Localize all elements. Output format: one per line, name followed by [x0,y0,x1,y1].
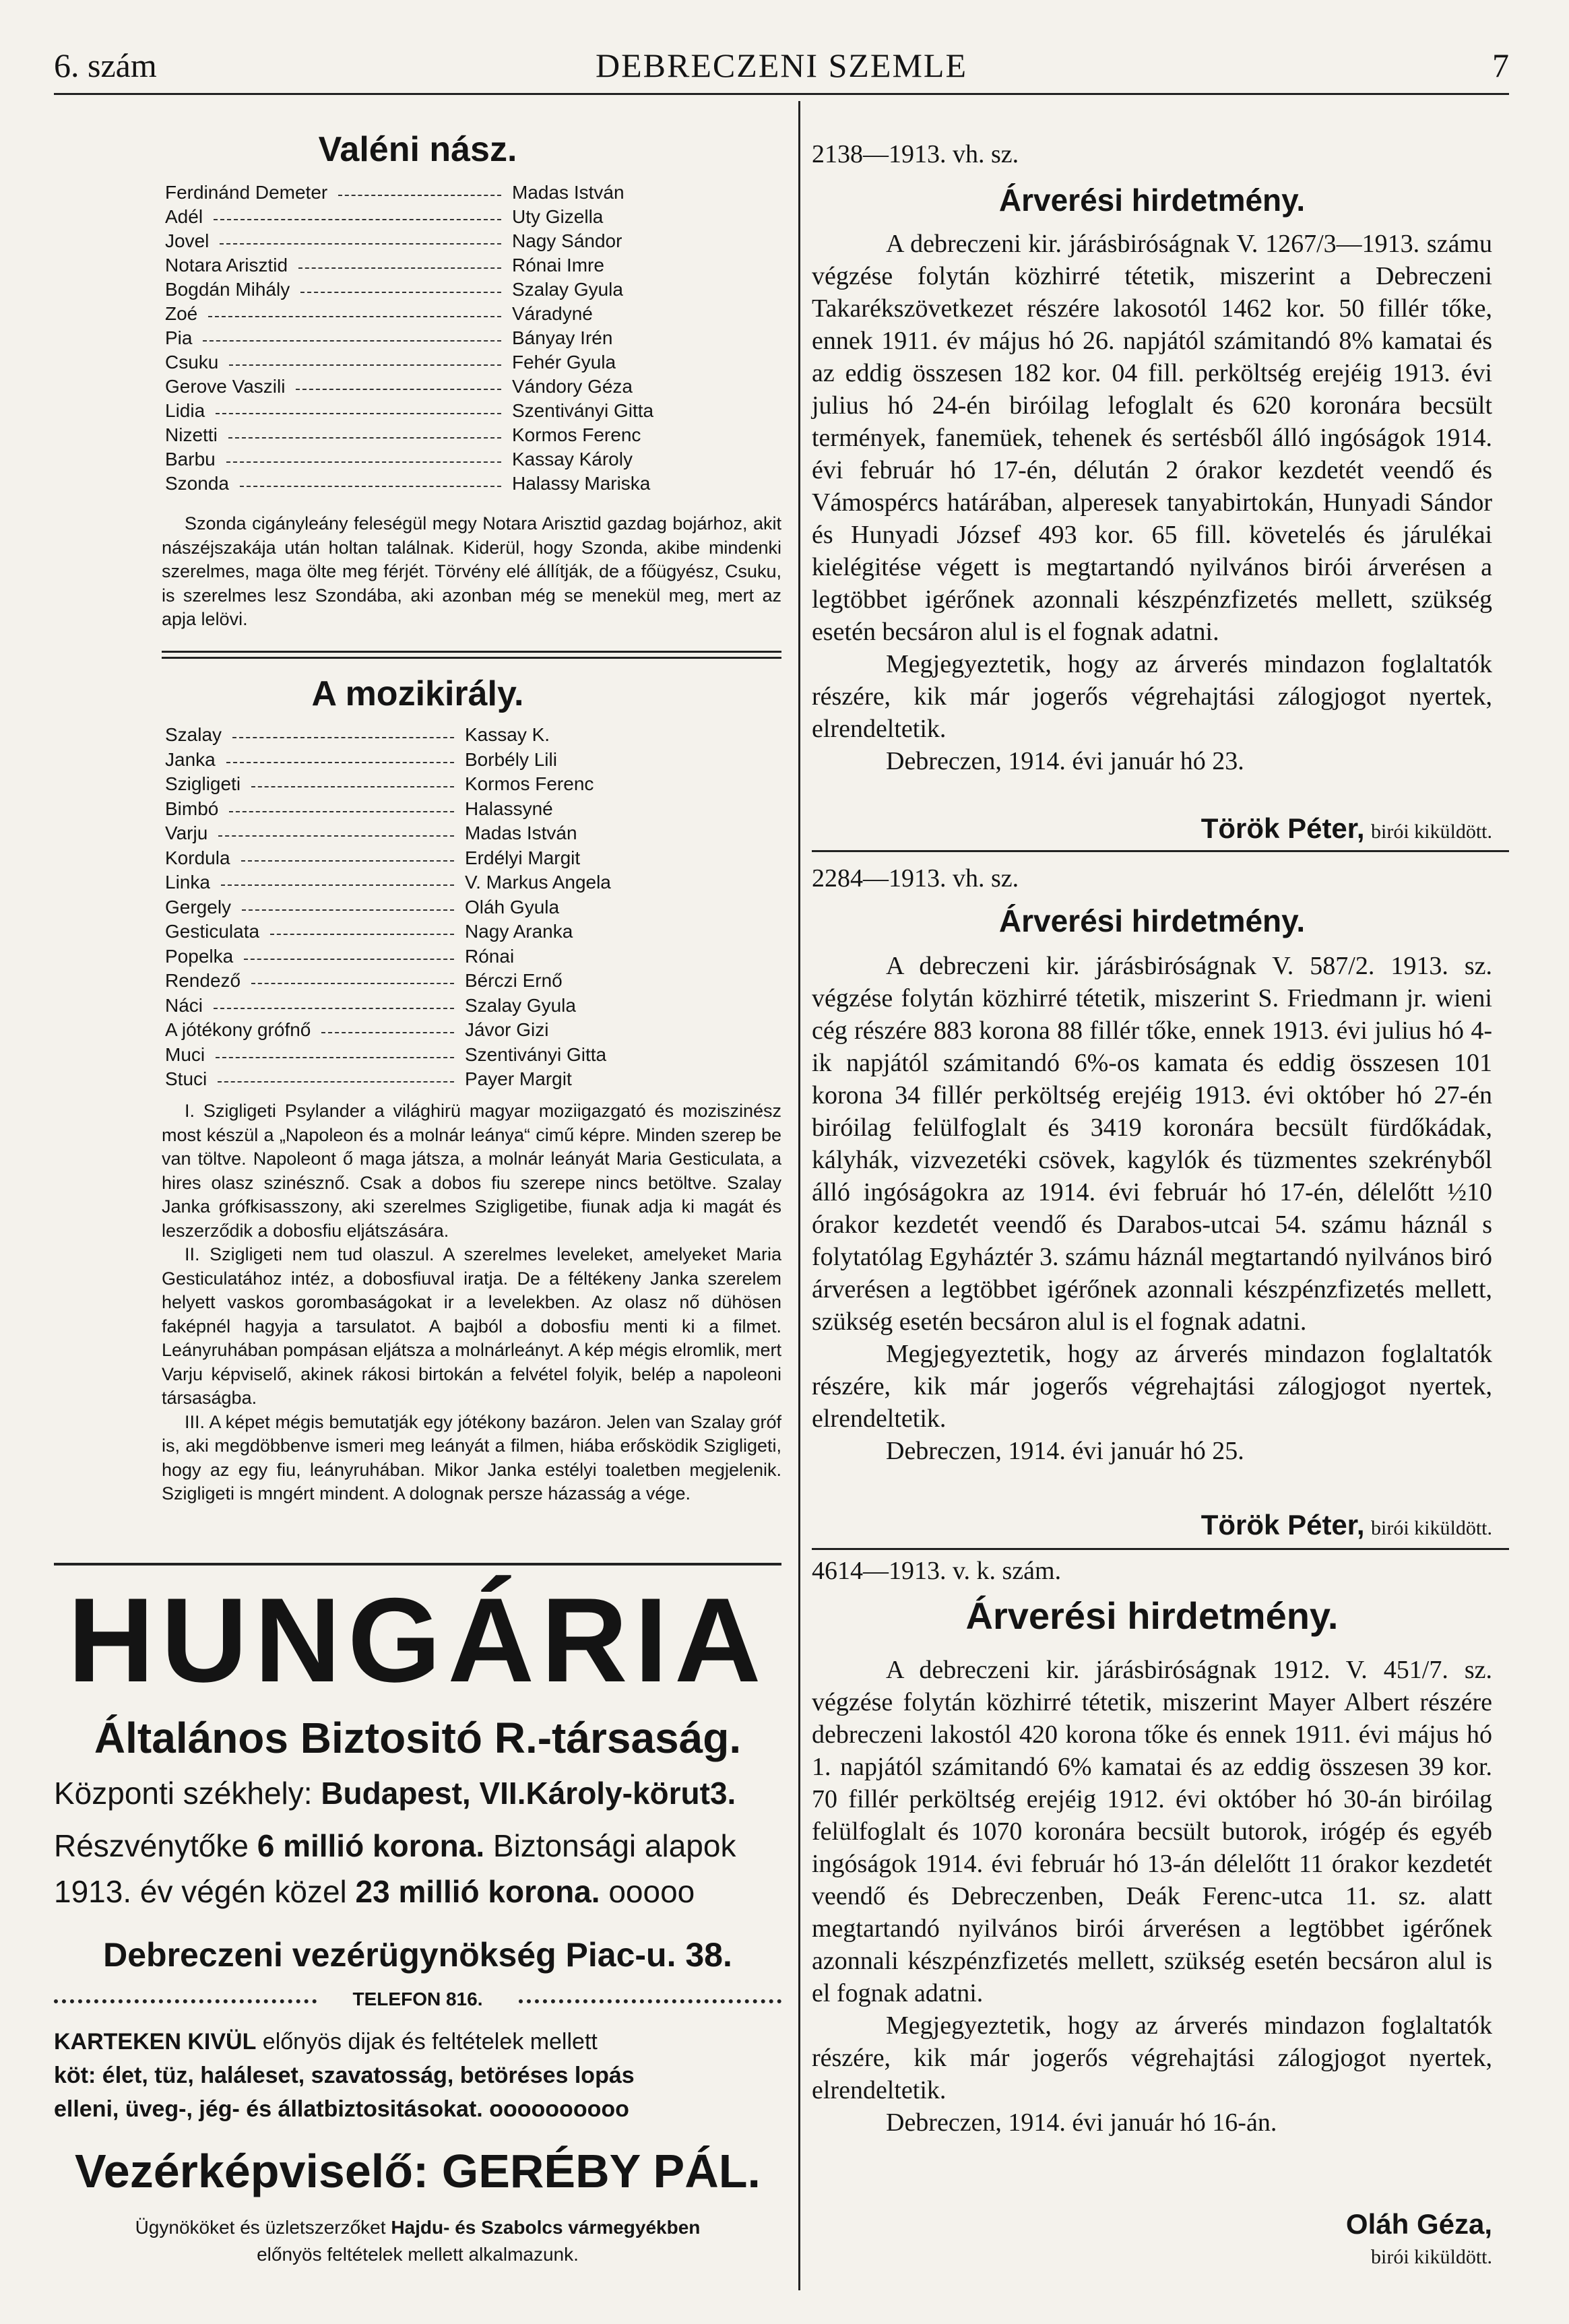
cast-role: Lidia [165,400,205,421]
cast-row [165,255,771,279]
cast-role: Notara Arisztid [165,255,288,276]
headquarters-line [54,1773,781,1813]
notice3-body: A debreczeni kir. járásbiróságnak 1912. V. 451/7. sz. végzése folytán közhirré tétetik, miszerint Mayer Albert részére debreczeni lakostól 420 korona tőke és ennek 1911. évi május hó 1. napjától számitandó 6% kamatai és az eddig összesen 39 kor. 70 fillér perköltség erejéig 1912. évi október hó 30-án biróilag felülfoglalt és 1070 koronára becsült butorok, irógép és egyéb ingóságok 1914. évi február hó 13-án délelőtt 11 órakor kezdetét veendő és Debreczenben, Deák Ferenc-utca 11. sz. alatt megtartandó nyilvános birói árverésen a legtöbbet igérőnek azonnali készpénzfizetés mellett, szükség esetén becsáron alul is el fognak adatni. [812,1656,1492,2007]
cast-dash-leader [241,860,454,862]
cast-dash-leader [226,461,501,463]
notice2-title: Árverési hirdetmény. [998,903,1306,938]
cast-dash-leader [251,786,454,787]
cast-row [165,303,771,327]
notice3-text [812,1654,1492,2139]
cast-actor: Uty Gizella [512,206,604,227]
cast-actor: Váradyné [512,303,593,324]
notice3-title: Árverési hirdetmény. [965,1594,1339,1637]
cast-row [165,897,771,921]
cast-dash-leader [208,316,501,317]
cast-dash-leader [229,811,454,812]
cast-role: Szigligeti [165,773,241,794]
valeni-summary-text: Szonda cigányleány feleségül megy Notara Arisztid gazdag bojárhoz, akit nászéjszakája után holtan találnak. Kiderül, hogy Szonda, akibe mindenki szerelmes, maga ölte meg férjét. Törvény elé állítják, de a főügyész, Csuku, is szerelmes lesz Szondába, aki azonban még se menekül meg, mert az apja lelövi. [162,513,781,629]
page-number: 7 [1492,46,1509,84]
notice2-signer-title: birói kiküldött. [1371,1517,1492,1539]
notice3-signer: Oláh Géza, [1345,2208,1492,2240]
cast-row [165,230,771,255]
cast-actor: Kassay Károly [512,449,633,470]
cast-row [165,473,771,497]
mozi-act-2: II. Szigligeti nem tud olaszul. A szerelmes leveleket, amelyeket Maria Gesticulatához intéz, a dobosfiuval iratja. De a féltékeny Janka szerelem helyett vaskos gorombaságokat ir a levelekben. Az olasz nő dühösen faképnél hagyja a tarsulatot. A bajból a dobosfiu menti ki a filmet. Leányruhában pompásan eljátsza a molnárleányt. A kép mégis elromlik, mert Varju képviselő, akinek rákosi birtokán a felvétel folyik, belép a napoleoni társaságba. [162,1244,781,1408]
cast-actor: Borbély Lili [465,748,557,770]
cast-role: Szalay [165,724,222,745]
newspaper-title: DEBRECZENI SZEMLE [595,46,968,84]
cast-actor: Nagy Aranka [465,921,573,942]
cast-actor: Szentiványi Gitta [465,1043,607,1065]
reserve-line [54,1871,781,1912]
cast-dash-leader [216,1057,454,1058]
cast-row [165,352,771,376]
notice3-signer-title: birói kiküldött. [1371,2246,1492,2268]
cast-row [165,946,771,970]
cast-row [165,1044,771,1068]
cast-dash-leader [251,983,454,984]
headquarters-address: Budapest, VII.Károly-körut3. [321,1776,736,1811]
cast-row [165,327,771,352]
extra-line3-ornament: oooooooooo [489,2096,629,2122]
notice3-note: Megjegyeztetik, hogy az árverés mindazon foglaltatók részére, kik már jogerős végrehajtási zálogjogot nyertek, elrendeltetik. [812,2011,1492,2104]
cast-actor: Szentiványi Gitta [512,400,654,421]
column-divider [798,101,800,2290]
cast-role: Jovel [165,230,210,251]
extra-line-3 [54,2094,781,2125]
footer-line-2: előnyös feltételek mellett alkalmazunk. [257,2244,579,2265]
notice1-signer: Török Péter, [1200,812,1365,844]
ornament-rule-left [54,1999,317,2003]
notice1-text [812,228,1492,777]
cast-actor: Kormos Ferenc [465,773,594,794]
notice2-signer: Török Péter, [1200,1509,1365,1541]
company-name: Általános Biztositó R.-társaság. [94,1714,742,1762]
cast-role: Gesticulata [165,921,260,942]
mozi-act-1: I. Szigligeti Psylander a világhirü magyar moziigazgató és moziszinész most készül a „Napoleon és a molnár leánya“ cimű képre. Minden szerep be van töltve. Napoleont ő maga játsza, a molnár leányát Maria Gesticulata, a hires olasz szinésznő. Csak a dobos fiu szerepe nincs betöltve. Szalay Janka grófkisasszony, aki szerelmes Szigligetibe, fiunak adja ki magát és leszerződik a dobosfiu eljátszására. [162,1101,781,1241]
notice-divider [812,1548,1509,1550]
cast-row [165,724,771,748]
section-divider [162,651,781,659]
page-header [54,40,1509,88]
notice3-date: Debreczen, 1914. évi január hó 16-án. [886,2108,1277,2137]
cast-role: Stuci [165,1068,207,1089]
notice2-body: A debreczeni kir. járásbiróságnak V. 587/2. 1913. sz. végzése folytán közhirré tétetik, miszerint S. Friedmann jr. wieni cég részére 883 korona 88 fillér tőke, ennek 1913. évi julius hó 4-ik napjától számitandó 6%-os kamata és eddig összesen 101 korona 34 fillér perköltség erejéig 1913. évi október hó 27-én biróilag felülfoglalt és 3419 koronára becsült fürdőkádak, kályhák, vizvezetéki csövek, kagylók és tüzmentes szekrényből álló ingóságokra az 1914. évi február hó 17-én, délelőtt ½10 órakor kezdetét veendő és Darabos-utcai 54. számu háznál s folytatólag Egyháztér 3. számu háznál megtartandó nyilvános biró árverésen a legtöbbet igérőnek azonnali készpénzfizetés mellett, szükség esetén becsáron alul is el fognak adatni. [812,952,1492,1336]
notice1-signer-title: birói kiküldött. [1371,820,1492,843]
cast-actor: Madas István [465,822,577,843]
cast-dash-leader [270,934,454,935]
cast-dash-leader [242,909,454,911]
cast-actor: Rónai Imre [512,255,604,276]
cast-row [165,773,771,798]
cast-row [165,279,771,303]
valeni-cast-list [165,182,771,498]
extra-line-1 [54,2026,781,2057]
cast-role: Nizetti [165,424,218,445]
cast-dash-leader [214,1008,454,1009]
cast-actor: Erdélyi Margit [465,847,581,868]
cast-role: Bogdán Mihály [165,279,290,300]
cast-row [165,872,771,896]
agency-line: Debreczeni vezérügynökség Piac-u. 38. [103,1936,732,1974]
extra-line3-text: elleni, üveg-, jég- és állatbiztositásokat. [54,2096,483,2122]
cast-role: A jótékony grófnő [165,1019,311,1040]
cast-dash-leader [296,389,501,390]
cast-dash-leader [218,835,454,837]
extra-line2-text: élet, tüz, haláleset, szavatosság, betöréses lopás [102,2063,635,2088]
cast-actor: Halassyné [465,798,553,819]
cast-role: Popelka [165,945,234,967]
issue-number: 6. szám [54,46,157,84]
cast-row [165,182,771,206]
representative: Vezérképviselő: GERÉBY PÁL. [74,2145,761,2197]
cast-role: Barbu [165,449,216,470]
cast-dash-leader [300,292,501,293]
phone-line [54,1989,781,2009]
cast-actor: Bányay Irén [512,327,613,348]
cast-dash-leader [244,959,454,960]
cast-dash-leader [220,243,501,245]
cast-role: Linka [165,872,210,893]
cast-actor: V. Markus Angela [465,872,611,893]
cast-row [165,749,771,773]
cast-row [165,1068,771,1093]
cast-actor: Oláh Gyula [465,896,560,917]
notice-divider [812,850,1509,852]
cast-row [165,206,771,230]
cast-row [165,376,771,400]
cast-dash-leader [226,762,454,763]
cast-role: Kordula [165,847,230,868]
cast-actor: Bérczi Ernő [465,970,563,991]
cast-role: Gerove Vaszili [165,376,286,397]
cast-actor: Szalay Gyula [465,994,576,1016]
cast-role: Zoé [165,303,198,324]
reserve-year: 1913. év végén közel [54,1874,347,1909]
extra-prefix: KARTEKEN KIVÜL [54,2029,257,2055]
capital-line [54,1826,781,1866]
mozi-synopsis [162,1099,781,1506]
extra-line2-prefix: köt: [54,2063,96,2088]
cast-actor: Fehér Gyula [512,352,616,373]
cast-dash-leader [338,195,501,196]
mozi-title: A mozikirály. [311,674,524,713]
cast-row [165,822,771,847]
footer-a: Ügynököket és üzletszerzőket [135,2217,386,2238]
ornament-rule-right [519,1999,781,2003]
mozi-act-3: III. A képet mégis bemutatják egy jótékony bazáron. Jelen van Szalay gróf is, aki megdöbbenve ismeri meg leányát a filmen, hiába erősködik Szigligeti, hogy az egy fiu, leányruhában. Mikor Janka estélyi toaletben megjelenik. Szigligeti is mngért mindent. A dolognak persze házasság a vége. [162,1411,781,1504]
cast-actor: Nagy Sándor [512,230,622,251]
header-rule [54,93,1509,95]
hungaria-advertisement [54,1573,781,2297]
notice2-note: Megjegyeztetik, hogy az árverés mindazon foglaltatók részére, kik már jogerős végrehajtási zálogjogot nyertek, elrendeltetik. [812,1340,1492,1433]
headquarters-label: Központi székhely: [54,1776,313,1811]
notice1-body: A debreczeni kir. járásbiróságnak V. 1267/3—1913. számu végzése folytán közhirré tétetik, miszerint a Debreczeni Takarékszövetkezet részére lakosotól 1462 kor. 50 fillér tőke, ennek 1911. év május hó 26. napjától számitandó 8% kamatai és az eddig összesen 182 kor. 04 fill. perköltség erejéig 1913. évi julius hó 24-én biróilag lefoglalt és 620 koronára becsült termények, fanemüek, tehenek és sertésből álló ingóságok 1914. évi február hó 17-én, délután 2 órakor kezdetét veendő és Vámospércs határában, alperesek tanyabirtokán, Hunyadi Sándor és Hunyadi József 493 kor. 65 fill. követelés és járulékai kielégitése végett is megtartandó nyilvános birói árverésen a legtöbbet igérőnek azonnali készpénzfizetés mellett, szükség esetén becsáron alul is el fognak adatni. [812,230,1492,646]
cast-row [165,400,771,424]
cast-dash-leader [218,1081,454,1083]
cast-row [165,847,771,872]
cast-actor: Jávor Gizi [465,1019,549,1040]
cast-role: Bimbó [165,798,219,819]
notice1-note: Megjegyeztetik, hogy az árverés mindazon foglaltatók részére, kik már jogerős végrehajtási zálogjogot nyertek, elrendeltetik. [812,650,1492,743]
notice2-text [812,950,1492,1467]
notice2-number: 2284—1913. vh. sz. [812,864,1019,893]
notice2-signature [812,1509,1492,1541]
cast-dash-leader [232,737,454,738]
cast-row [165,449,771,473]
brand-name: HUNGÁRIA [67,1573,768,1707]
cast-dash-leader [214,219,501,220]
cast-role: Szonda [165,473,229,494]
notice2-date: Debreczen, 1914. évi január hó 25. [886,1437,1244,1465]
reserve-ornament: ooooo [608,1874,695,1909]
cast-actor: Payer Margit [465,1068,572,1089]
cast-role: Muci [165,1043,205,1065]
cast-row [165,798,771,822]
cast-dash-leader [321,1032,454,1033]
cast-actor: Szalay Gyula [512,279,623,300]
cast-row [165,1019,771,1043]
cast-role: Csuku [165,352,219,373]
cast-role: Gergely [165,896,232,917]
cast-dash-leader [229,364,501,366]
extra-line-2 [54,2060,781,2091]
valeni-title: Valéni nász. [318,130,517,169]
capital-label: Részvénytőke [54,1828,249,1863]
cast-role: Náci [165,994,203,1016]
phone-number: TELEFON 816. [352,1989,483,2009]
extra-rest: előnyös dijak és feltételek mellett [262,2029,598,2055]
cast-role: Varju [165,822,208,843]
cast-role: Rendező [165,970,241,991]
notice3-number: 4614—1913. v. k. szám. [812,1557,1062,1585]
cast-role: Pia [165,327,193,348]
cast-dash-leader [240,486,501,487]
cast-actor: Vándory Géza [512,376,633,397]
cast-actor: Kormos Ferenc [512,424,641,445]
reserve-label: Biztonsági alapok [492,1828,736,1863]
notice1-date: Debreczen, 1914. évi január hó 23. [886,747,1244,775]
footer-b: Hajdu- és Szabolcs vármegyékben [391,2217,701,2238]
cast-actor: Halassy Mariska [512,473,651,494]
valeni-summary [162,512,781,632]
cast-actor: Madas István [512,182,625,203]
notice1-signature [812,812,1492,845]
cast-actor: Kassay K. [465,724,550,745]
notice1-number: 2138—1913. vh. sz. [812,140,1019,168]
notice1-title: Árverési hirdetmény. [998,183,1306,218]
cast-dash-leader [203,340,501,342]
reserve-value: 23 millió korona. [355,1874,600,1909]
cast-role: Adél [165,206,203,227]
cast-dash-leader [216,413,501,414]
cast-row [165,995,771,1019]
cast-row [165,970,771,994]
cast-row [165,424,771,449]
cast-dash-leader [298,267,501,269]
cast-role: Ferdinánd Demeter [165,182,328,203]
mozi-cast-list [165,724,771,1101]
footer-line-1 [54,2215,781,2240]
cast-dash-leader [221,884,454,886]
capital-value: 6 millió korona. [257,1828,485,1863]
notice3-signature [812,2209,1492,2272]
cast-dash-leader [228,437,501,439]
cast-row [165,921,771,945]
cast-actor: Rónai [465,945,515,967]
ad-top-rule [54,1563,781,1566]
cast-role: Janka [165,748,216,770]
